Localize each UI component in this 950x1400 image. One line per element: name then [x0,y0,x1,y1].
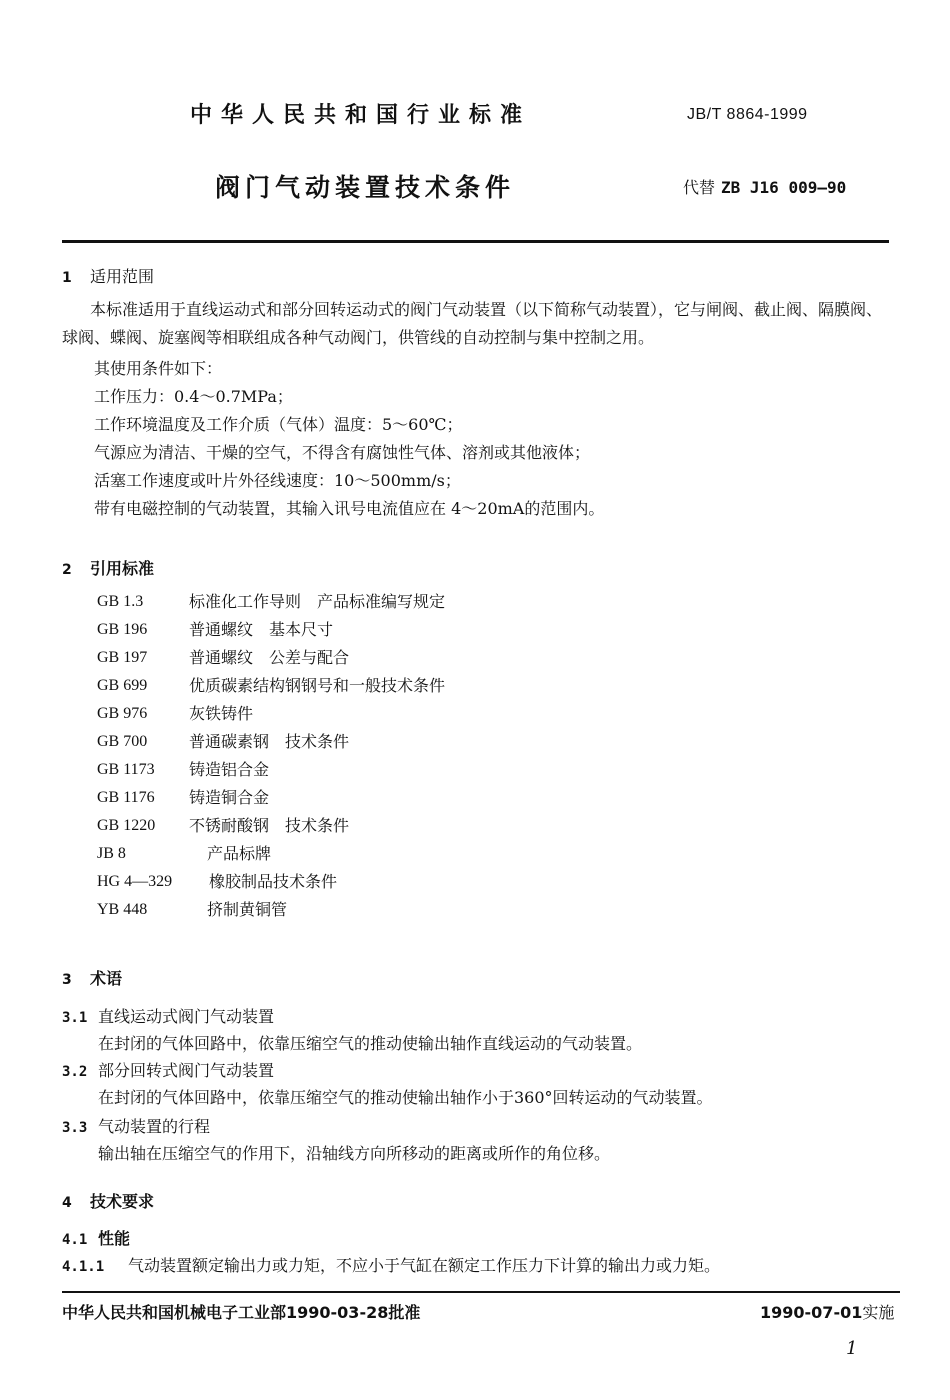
term-heading [62,1058,274,1081]
scope-line: 其使用条件如下： [94,359,223,378]
reference-list [97,588,445,924]
scope-line: 工作环境温度及工作介质（气体）温度：5～60℃； [94,415,463,434]
reference-title: 铸造铜合金 [189,788,270,807]
reference-title: 普通碳素钢 技术条件 [189,732,350,751]
term-title: 部分回转式阀门气动装置 [98,1061,275,1080]
reference-title: 铸造铝合金 [189,760,270,779]
reference-title: 橡胶制品技术条件 [209,872,338,891]
section-title: 技术要求 [90,1192,155,1211]
reference-title: 普通螺纹 公差与配合 [189,648,350,667]
section-number: 3 [62,972,72,988]
term-definition: 在封闭的气体回路中，依靠压缩空气的推动使输出轴作小于360°回转运动的气动装置。 [98,1088,713,1107]
reference-code: GB 197 [97,649,148,666]
subsection-number: 4.1 [62,1232,88,1248]
scope-line: 工作压力：0.4～0.7MPa； [94,387,293,406]
footer-rule [62,1291,900,1293]
reference-code: GB 196 [97,621,148,638]
reference-code: GB 1173 [97,761,155,778]
implementation-label: 实施 [862,1303,895,1322]
subsection-title: 性能 [98,1229,131,1248]
reference-item [97,644,445,672]
scope-line: 气源应为清洁、干燥的空气，不得含有腐蚀性气体、溶剂或其他液体； [94,443,591,462]
section-2-heading [62,556,154,579]
term-heading [62,1004,274,1027]
section-1-heading [62,264,154,287]
reference-item [97,840,445,868]
reference-item [97,728,445,756]
replaces-standard [683,175,846,198]
approval-note: 中华人民共和国机械电子工业部1990-03-28批准 [62,1303,421,1322]
reference-item [97,868,445,896]
reference-code: GB 699 [97,677,148,694]
term-number: 3.2 [62,1064,88,1080]
subsection-heading [62,1226,130,1249]
replaces-label: 代替 [683,178,716,197]
reference-item [97,672,445,700]
reference-code: GB 1176 [97,789,155,806]
reference-item [97,896,445,924]
clause-text: 气动装置额定输出力或力矩，不应小于气缸在额定工作压力下计算的输出力或力矩。 [128,1256,721,1275]
implementation-note [760,1300,894,1323]
term-title: 直线运动式阀门气动装置 [98,1007,275,1026]
reference-item [97,616,445,644]
header-rule [62,240,889,243]
document-title: 阀门气动装置技术条件 [215,173,516,202]
scope-paragraph: 本标准适用于直线运动式和部分回转运动式的阀门气动装置（以下简称气动装置），它与闸阀、截止阀、隔膜阀、球阀、蝶阀、旋塞阀等相联组成各种气动阀门，供管线的自动控制与集中控制之用。 [62,300,883,347]
term-definition: 输出轴在压缩空气的作用下，沿轴线方向所移动的距离或所作的角位移。 [98,1144,611,1163]
reference-code: GB 976 [97,705,148,722]
section-number: 4 [62,1195,72,1211]
reference-code: GB 700 [97,733,148,750]
term-heading [62,1114,210,1137]
standard-org-title: 中华人民共和国行业标准 [190,103,532,128]
reference-title: 不锈耐酸钢 技术条件 [189,816,350,835]
reference-title: 标准化工作导则 产品标准编写规定 [189,592,446,611]
reference-title: 产品标牌 [207,844,272,863]
reference-code: YB 448 [97,901,148,918]
implementation-date: 1990-07-01 [760,1303,863,1322]
reference-item [97,756,445,784]
scope-line: 活塞工作速度或叶片外径线速度：10～500mm/s； [94,471,461,490]
term-number: 3.3 [62,1120,88,1136]
reference-code: HG 4—329 [97,873,173,890]
section-4-heading [62,1189,154,1212]
clause-number: 4.1.1 [62,1259,105,1275]
section-3-heading [62,966,122,989]
term-title: 气动装置的行程 [98,1117,211,1136]
reference-title: 普通螺纹 基本尺寸 [189,620,334,639]
section-title: 引用标准 [90,559,155,578]
reference-item [97,812,445,840]
reference-item [97,700,445,728]
replaces-code: ZB J16 009—90 [721,178,847,197]
reference-title: 挤制黄铜管 [207,900,288,919]
term-number: 3.1 [62,1010,88,1026]
reference-title: 灰铁铸件 [189,704,254,723]
term-definition: 在封闭的气体回路中，依靠压缩空气的推动使输出轴作直线运动的气动装置。 [98,1034,643,1053]
section-number: 1 [62,270,72,286]
page-number: 1 [846,1338,858,1359]
section-number: 2 [62,562,72,578]
reference-code: GB 1220 [97,817,156,834]
section-title: 适用范围 [90,267,155,286]
section-title: 术语 [90,969,123,988]
reference-code: JB 8 [97,845,126,862]
standard-code: JB/T 8864-1999 [687,106,808,123]
reference-code: GB 1.3 [97,593,144,610]
reference-item [97,784,445,812]
scope-line: 带有电磁控制的气动装置，其输入讯号电流值应在 4～20mA的范围内。 [94,499,605,518]
clause-4-1-1 [62,1253,720,1276]
reference-title: 优质碳素结构钢钢号和一般技术条件 [189,676,446,695]
reference-item [97,588,445,616]
